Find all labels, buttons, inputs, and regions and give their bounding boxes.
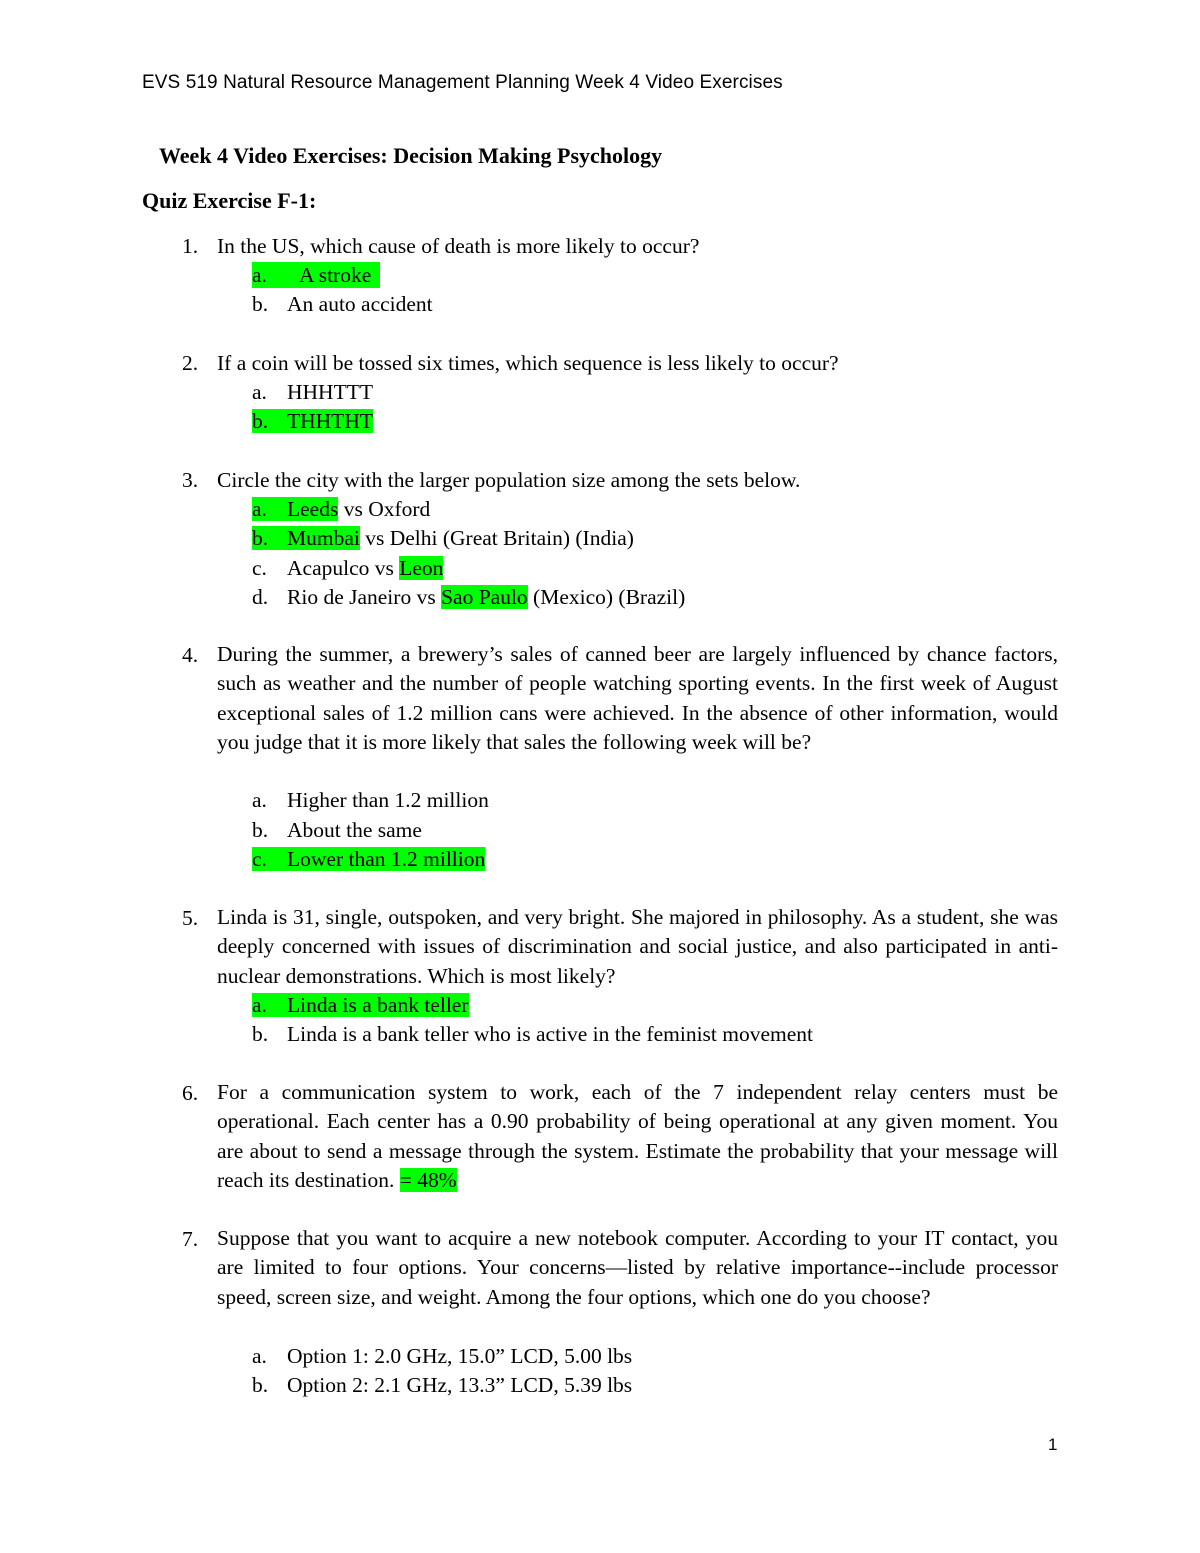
question-number-text: 6. bbox=[182, 1081, 199, 1105]
option-text: Rio de Janeiro vs bbox=[287, 585, 442, 609]
option-letter: b. bbox=[252, 1022, 269, 1046]
option-text: vs Delhi (Great Britain) (India) bbox=[359, 526, 634, 550]
option-letter: d. bbox=[252, 585, 269, 609]
option-letter: b. bbox=[252, 292, 269, 316]
option-letter: b. bbox=[252, 1373, 269, 1397]
question-text-6 bbox=[217, 1078, 1058, 1195]
question-number-1: 1. bbox=[182, 234, 199, 258]
option-text-suffix: (Mexico) (Brazil) bbox=[527, 585, 686, 609]
option-letter: c. bbox=[252, 847, 267, 871]
option-letter: a. bbox=[252, 263, 267, 287]
option-5a bbox=[252, 992, 469, 1018]
option-letter: a. bbox=[252, 993, 267, 1017]
option-4b bbox=[252, 817, 422, 843]
option-highlighted-text: Sao Paulo bbox=[441, 585, 528, 609]
question-number-4: 4. bbox=[182, 643, 199, 667]
option-highlighted-text: Mumbai bbox=[287, 526, 360, 550]
option-text: An auto accident bbox=[287, 292, 433, 316]
question-number-2: 2. bbox=[182, 351, 199, 375]
question-text-4: During the summer, a brewery’s sales of canned beer are largely influenced by chance factors, such as weather and the number of people watching sporting events. In the first week of August exceptional sales of 1.2 million cans were achieved. In the absence of other information, would you judge that it is more likely that sales the following week will be? bbox=[217, 642, 1058, 754]
option-3c bbox=[252, 555, 443, 581]
option-1a bbox=[252, 262, 380, 288]
option-highlighted-text: Leeds bbox=[287, 497, 339, 521]
option-4c bbox=[252, 846, 485, 872]
option-text: Linda is a bank teller bbox=[287, 993, 469, 1017]
question-text-7: Suppose that you want to acquire a new notebook computer. According to your IT contact, you are limited to four options. Your concerns—listed by relative importance--include processor speed, screen size, and weight. Among the four options, which one do you choose? bbox=[217, 1226, 1058, 1309]
option-text: THHTHT bbox=[287, 409, 373, 433]
option-letter: c. bbox=[252, 556, 267, 580]
answer-highlight: = 48% bbox=[399, 1167, 457, 1192]
option-text: Option 1: 2.0 GHz, 15.0” LCD, 5.00 lbs bbox=[287, 1344, 633, 1368]
option-text: Higher than 1.2 million bbox=[287, 788, 489, 812]
option-text: Acapulco vs bbox=[287, 556, 400, 580]
question-number-7: 7. bbox=[182, 1227, 199, 1251]
option-text: vs Oxford bbox=[338, 497, 431, 521]
option-3b bbox=[252, 525, 634, 551]
option-4a bbox=[252, 787, 489, 813]
option-text: A stroke bbox=[299, 263, 372, 287]
document-title: Week 4 Video Exercises: Decision Making Psychology bbox=[159, 143, 663, 168]
question-number-3: 3. bbox=[182, 468, 199, 492]
section-heading: Quiz Exercise F-1: bbox=[142, 188, 317, 213]
option-text: HHHTTT bbox=[287, 380, 373, 404]
option-letter: b. bbox=[252, 409, 269, 433]
option-2b bbox=[252, 408, 373, 434]
option-7a bbox=[252, 1343, 632, 1369]
option-letter: a. bbox=[252, 497, 267, 521]
option-2a bbox=[252, 379, 373, 405]
option-letter: b. bbox=[252, 818, 269, 842]
option-7b bbox=[252, 1372, 632, 1398]
question-text-2: If a coin will be tossed six times, which sequence is less likely to occur? bbox=[217, 351, 839, 375]
option-letter: b. bbox=[252, 526, 269, 550]
option-letter: a. bbox=[252, 788, 267, 812]
option-text: Linda is a bank teller who is active in the feminist movement bbox=[287, 1022, 814, 1046]
option-letter: a. bbox=[252, 1344, 267, 1368]
question-text-1: In the US, which cause of death is more likely to occur? bbox=[217, 234, 700, 258]
question-number-5: 5. bbox=[182, 906, 199, 930]
question-text: For a communication system to work, each of the 7 independent relay centers must be operational. Each center has a 0.90 probability of being operational at any given moment. You are about to send a message through the system. Estimate the probability that your message will reach its destination. bbox=[217, 1080, 1058, 1192]
question-text-5: Linda is 31, single, outspoken, and very bright. She majored in philosophy. As a student, she was deeply concerned with issues of discrimination and social justice, and also participated in anti-nuclear demonstrations. Which is most likely? bbox=[217, 905, 1058, 988]
page-header: EVS 519 Natural Resource Management Planning Week 4 Video Exercises bbox=[142, 72, 783, 93]
option-highlighted-text: Leon bbox=[399, 556, 444, 580]
option-1b bbox=[252, 291, 433, 317]
option-letter: a. bbox=[252, 380, 267, 404]
option-5b bbox=[252, 1021, 813, 1047]
option-text: Option 2: 2.1 GHz, 13.3” LCD, 5.39 lbs bbox=[287, 1373, 633, 1397]
option-text: Lower than 1.2 million bbox=[287, 847, 486, 871]
question-number-6 bbox=[182, 1080, 198, 1106]
option-text: About the same bbox=[287, 818, 422, 842]
page-number: 1 bbox=[1048, 1435, 1058, 1454]
question-text-3: Circle the city with the larger population size among the sets below. bbox=[217, 468, 801, 492]
option-3d bbox=[252, 584, 685, 610]
option-3a bbox=[252, 496, 430, 522]
